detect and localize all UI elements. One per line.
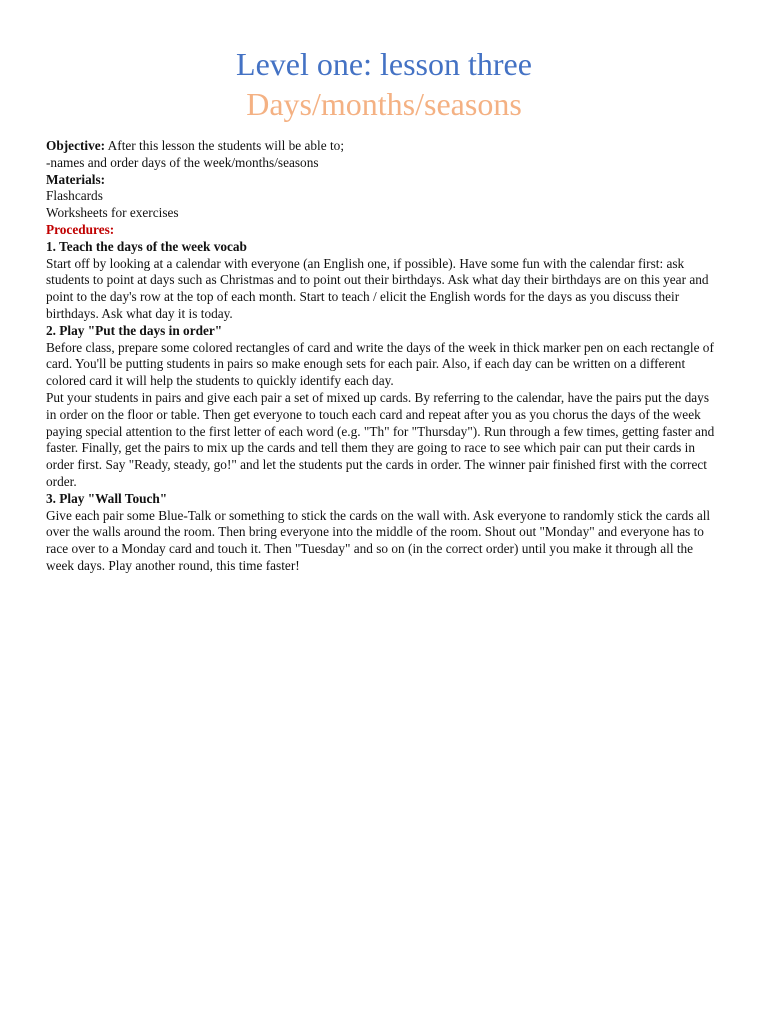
page-title: Level one: lesson three: [236, 46, 532, 82]
materials-label: Materials:: [46, 171, 106, 187]
step-heading: 3. Play "Wall Touch": [46, 490, 168, 506]
objective-detail: -names and order days of the week/months/seasons: [46, 154, 319, 170]
objective-line: [46, 138, 722, 155]
step-paragraph: Put your students in pairs and give each pair a set of mixed up cards. By referring to the calendar, have the pairs put the days in order on the floor or table. Then get everyone to touch each card and repeat after you as you chorus the days of the week paying special attention to the first letter of each word (e.g. "Th" for "Thursday"). Run through a few times, getting faster and faster. Finally, get the pairs to mix up the cards and tell them they are going to race to see which pair can put their cards in order first. Say "Ready, steady, go!" and let the students put the cards in order. The winner pair finished first with the correct order.: [46, 389, 715, 489]
materials-item: Worksheets for exercises: [46, 205, 179, 221]
step-heading: 2. Play "Put the days in order": [46, 322, 223, 338]
lesson-body: [46, 138, 722, 575]
procedures-label: Procedures:: [46, 221, 115, 237]
step-paragraph: Before class, prepare some colored rectangles of card and write the days of the week in thick marker pen on each rectangle of card. You'll be putting students in pairs so make enough sets for each pair. Also, if each day can be written on a different colored card it will help the students to quickly identify each day.: [46, 339, 714, 389]
step-paragraph: Give each pair some Blue-Talk or something to stick the cards on the wall with. Ask everyone to randomly stick the cards all over the walls around the room. Then bring everyone into the middle of the room. Shout out "Monday" and everyone has to race over to a Monday card and touch it. Then "Tuesday" and so on (in the correct order) until you make it through all the week days. Play another round, this time faster!: [46, 507, 711, 573]
page-subtitle: Days/months/seasons: [246, 86, 522, 122]
step-heading: 1. Teach the days of the week vocab: [46, 238, 247, 254]
materials-item: Flashcards: [46, 188, 103, 204]
objective-text: After this lesson the students will be able to;: [105, 138, 345, 153]
step-paragraph: Start off by looking at a calendar with everyone (an English one, if possible). Have some fun with the calendar first: ask students to point at days such as Christmas and to point out their birthdays. Ask what day their birthdays are on this year and point to the day's row at the top of each month. Start to teach / elicit the English words for the days as you discuss their birthdays. Ask what day it is today.: [46, 255, 709, 321]
objective-label: Objective:: [46, 138, 106, 153]
